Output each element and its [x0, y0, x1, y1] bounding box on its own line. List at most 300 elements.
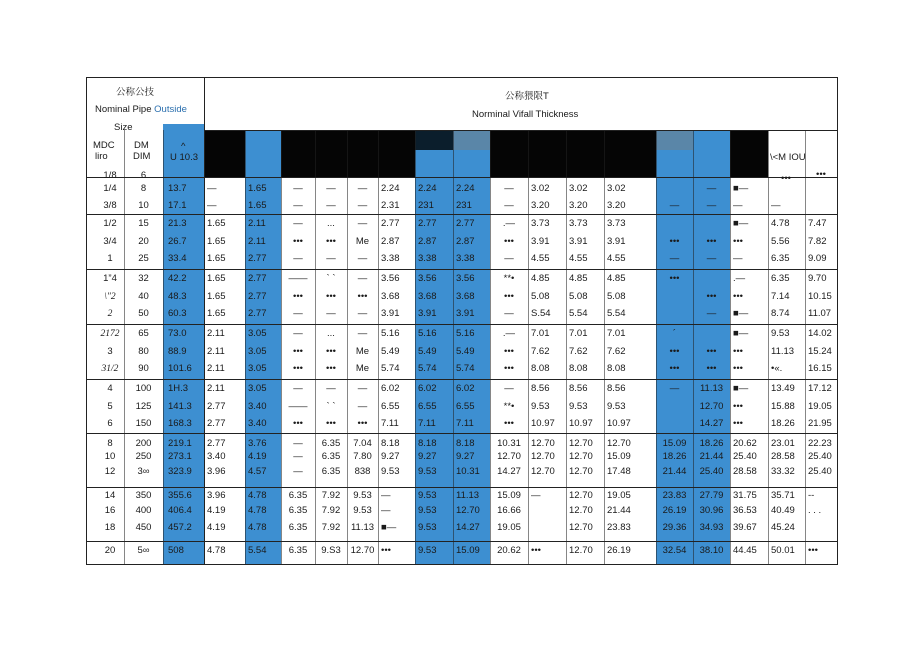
thickness-cell: 2.77 [248, 291, 267, 302]
thickness-cell: ••• [669, 236, 680, 247]
thickness-cell: 7.47 [808, 218, 827, 229]
dn-cell: 3∞ [137, 466, 150, 477]
header-black-band-4 [490, 130, 656, 177]
thickness-cell: 2.87 [381, 236, 400, 247]
thickness-cell: 6.35 [288, 522, 308, 533]
nps-cell: 2 [107, 309, 113, 319]
thickness-cell: 4.78 [248, 522, 267, 533]
thickness-cell: 2.77 [207, 438, 226, 449]
bottom-border [86, 564, 838, 565]
thickness-cell: ••• [293, 418, 303, 429]
thickness-cell: 9.53 [531, 401, 550, 412]
thickness-cell: — [706, 253, 717, 264]
header-dots-1: ••• [781, 173, 791, 184]
nps-cell: 6 [107, 418, 113, 429]
thickness-cell: 4.78 [771, 218, 790, 229]
thickness-cell: ••• [808, 545, 818, 556]
thickness-cell: 3.40 [207, 451, 226, 462]
thickness-cell: ... [327, 328, 335, 339]
thickness-cell: 1.65 [207, 218, 226, 229]
size-divider [204, 77, 205, 565]
nps-cell: 1/8 [103, 170, 117, 181]
size-cn-label: 公称公技 [116, 87, 155, 98]
thickness-cell: 2.77 [381, 218, 400, 229]
thickness-cell: •«. [771, 363, 783, 374]
thickness-cell: 9.53 [607, 401, 626, 412]
thickness-cell: ••• [733, 363, 743, 374]
thickness-cell: 12.70 [531, 438, 555, 449]
thickness-cell: 4.57 [248, 466, 267, 477]
thickness-cell: 9.53 [569, 401, 588, 412]
thickness-cell: — [293, 253, 303, 264]
thickness-cell: ••• [669, 346, 680, 357]
thickness-cell: — [357, 383, 368, 394]
thickness-cell: 12.70 [569, 545, 593, 556]
thickness-cell: 25.40 [733, 451, 757, 462]
dn-cell: 150 [135, 418, 152, 429]
thickness-cell: —— [288, 273, 308, 284]
thickness-cell: 19.05 [497, 522, 521, 533]
nps-cell: 12 [104, 466, 116, 477]
col-dm: DM [134, 140, 149, 151]
thickness-cell: 9.53 [353, 490, 372, 501]
thickness-cell: 18.26 [662, 451, 687, 462]
nps-cell: 3/8 [103, 200, 117, 211]
thickness-cell: 3.73 [569, 218, 588, 229]
thickness-cell: 8.08 [531, 363, 550, 374]
thickness-cell: — [293, 383, 303, 394]
thickness-cell: 9.09 [808, 253, 827, 264]
column-line [528, 130, 529, 564]
thickness-cell: ••• [733, 418, 743, 429]
thickness-cell: 25.40 [808, 466, 832, 477]
thickness-cell: 3.73 [607, 218, 626, 229]
thickness-cell: — [357, 253, 368, 264]
thickness-cell: 12.70 [607, 438, 631, 449]
thickness-cell: 3.05 [248, 346, 267, 357]
od-cell: 88.9 [168, 346, 187, 357]
thickness-cell: ■— [733, 183, 749, 194]
nps-cell: 14 [104, 490, 116, 501]
thickness-cell: 8.18 [381, 438, 400, 449]
column-line [566, 130, 567, 564]
thickness-cell: 8.18 [456, 438, 475, 449]
thickness-cell: 3.96 [207, 490, 226, 501]
dn-cell: 400 [135, 505, 152, 516]
thickness-cell: 15.24 [808, 346, 832, 357]
thickness-cell: 6.35 [771, 273, 790, 284]
size-en-a: Nominal Pipe [95, 104, 155, 115]
thickness-cell: 7.11 [418, 418, 436, 429]
thickness-cell: 2.87 [418, 236, 437, 247]
column-line [768, 130, 769, 564]
thickness-cell: 3.91 [569, 236, 588, 247]
thickness-cell: 6.35 [288, 505, 308, 516]
thickness-cell: 6.35 [321, 438, 341, 449]
thickness-cell: 25.40 [808, 451, 832, 462]
dn-cell: 80 [138, 346, 149, 357]
header-grey-block-2 [656, 130, 693, 150]
thickness-cell: 36.53 [733, 505, 757, 516]
column-line [415, 130, 416, 564]
nps-cell: 18 [104, 522, 116, 533]
thickness-cell: S.54 [531, 308, 551, 319]
thickness-cell: 4.19 [248, 451, 267, 462]
thickness-cell: 3.38 [381, 253, 400, 264]
thickness-cell: 15.09 [456, 545, 480, 556]
thickness-cell: 34.93 [699, 522, 724, 533]
thickness-cell: 9.70 [808, 273, 827, 284]
thickness-cell: 9.53 [353, 505, 372, 516]
group-sep-4 [86, 379, 838, 380]
thickness-cell: 5.49 [381, 346, 400, 357]
size-en-label [95, 104, 187, 116]
thickness-cell: — [504, 383, 514, 394]
nps-cell: 3/4 [103, 236, 117, 247]
thickness-cell: 11.13 [350, 522, 375, 533]
thickness-cell: 5.16 [381, 328, 400, 339]
thickness-cell: 12.70 [569, 451, 593, 462]
thickness-cell: 3.05 [248, 328, 267, 339]
thickness-cell: 23.83 [662, 490, 687, 501]
thickness-cell: 7.01 [607, 328, 626, 339]
column-line [378, 130, 379, 564]
nps-cell: 10 [104, 451, 116, 462]
od-cell: 60.3 [168, 308, 187, 319]
thickness-cell: 15.09 [662, 438, 687, 449]
dn-cell: 40 [138, 291, 149, 302]
od-cell: 168.3 [168, 418, 192, 429]
thickness-cell: ••• [706, 236, 717, 247]
thickness-cell: 3.91 [531, 236, 550, 247]
column-line [604, 130, 605, 564]
thickness-cell: . . . [808, 505, 822, 516]
thickness-cell: 9.53 [418, 522, 437, 533]
thickness-cell: 8.08 [607, 363, 626, 374]
group-sep-5 [86, 433, 838, 434]
thickness-cell: 7.62 [569, 346, 588, 357]
thickness-cell: 3.05 [248, 363, 267, 374]
subheader-separator [86, 177, 838, 178]
thickness-cell: ■— [381, 522, 397, 533]
thickness-cell: ••• [357, 418, 368, 429]
thickness-cell: 12.70 [569, 522, 593, 533]
thickness-cell: 2.77 [418, 218, 437, 229]
thickness-cell: —— [288, 401, 308, 412]
thickness-cell: 19.05 [808, 401, 832, 412]
thickness-cell: 4.55 [607, 253, 626, 264]
od-cell: 26.7 [168, 236, 187, 247]
thickness-cell: 5.08 [531, 291, 550, 302]
thickness-cell: ••• [293, 363, 303, 374]
nps-cell: 3 [107, 346, 113, 357]
thickness-cell: 7.04 [353, 438, 372, 449]
size-word-label: Size [114, 122, 133, 133]
left-border [86, 77, 87, 565]
thickness-cell: ■— [733, 328, 749, 339]
thickness-cell: 9.27 [418, 451, 437, 462]
thickness-cell: — [381, 505, 391, 516]
thickness-cell: 3.20 [531, 200, 550, 211]
thickness-cell: 23.01 [771, 438, 795, 449]
thickness-cell: 231 [418, 200, 434, 211]
thickness-cell: 7.80 [353, 451, 372, 462]
od-cell: 273.1 [168, 451, 192, 462]
thickness-cell: — [504, 183, 514, 194]
thickness-cell: — [357, 328, 368, 339]
col-mdc: MDC [93, 140, 115, 151]
thickness-cell: — [733, 200, 743, 211]
thickness-cell: 26.19 [607, 545, 631, 556]
col-dim: DIM [133, 151, 151, 162]
thickness-cell: 4.19 [207, 505, 226, 516]
thickness-cell: 16.66 [497, 505, 521, 516]
thickness-cell: 9.S3 [321, 545, 341, 556]
thickness-cell: 7.92 [321, 505, 341, 516]
thickness-cell: 6.02 [456, 383, 475, 394]
thickness-cell: 12.70 [456, 505, 480, 516]
od-cell: 21.3 [168, 218, 187, 229]
od-cell: 101.6 [168, 363, 192, 374]
thickness-cell: ••• [381, 545, 391, 556]
header-separator [204, 130, 838, 131]
nps-cell: 8 [107, 438, 113, 449]
group-sep-6 [86, 487, 838, 488]
thickness-cell: 16.15 [808, 363, 832, 374]
dn-cell: 200 [135, 438, 152, 449]
thickness-cell: — [207, 200, 217, 211]
thickness-cell: Me [355, 236, 370, 247]
thickness-cell: 5.54 [569, 308, 588, 319]
thickness-cell: — [326, 183, 336, 194]
dn-cell: 5∞ [137, 545, 150, 556]
thickness-cell: 11.13 [771, 346, 795, 357]
thickness-cell: 3.56 [418, 273, 437, 284]
column-line [245, 130, 246, 564]
thickness-cell: 9.53 [418, 545, 437, 556]
thickness-cell: 4.85 [531, 273, 550, 284]
thickness-cell: 3.73 [531, 218, 550, 229]
od-cell: 323.9 [168, 466, 192, 477]
od-cell: 13.7 [168, 183, 187, 194]
thickness-cell: — [293, 200, 303, 211]
thickness-cell: 26.19 [662, 505, 687, 516]
thickness-cell: 21.95 [808, 418, 832, 429]
thickness-cell: 3.38 [418, 253, 437, 264]
thickness-cell: 2.24 [381, 183, 400, 194]
nps-cell: 1”4 [103, 273, 117, 284]
thickness-cell: 7.92 [321, 490, 341, 501]
group-sep-3 [86, 324, 838, 325]
thickness-cell: 3.91 [607, 236, 626, 247]
thickness-cell: — [326, 200, 336, 211]
thickness-cell: 9.53 [418, 490, 437, 501]
thickness-cell: 5.74 [418, 363, 437, 374]
thickness-cell: — [669, 200, 680, 211]
thickness-cell: 3.02 [569, 183, 588, 194]
group-sep-7 [86, 541, 838, 542]
col-liro: liro [95, 151, 108, 162]
thickness-cell: 4.55 [531, 253, 550, 264]
thickness-cell: 15.09 [607, 451, 631, 462]
thickness-cell: **• [503, 401, 515, 412]
thickness-cell: 9.53 [418, 466, 437, 477]
thickness-cell: 14.27 [497, 466, 521, 477]
dn-cell: 25 [138, 253, 149, 264]
thickness-cell: 21.44 [607, 505, 631, 516]
thickness-cell: 11.13 [456, 490, 480, 501]
thickness-cell: 10.97 [607, 418, 631, 429]
dn-cell: 450 [135, 522, 152, 533]
od-cell: 406.4 [168, 505, 192, 516]
dn-cell: 50 [138, 308, 149, 319]
thickness-cell: 5.54 [607, 308, 626, 319]
dn-cell: 250 [135, 451, 152, 462]
thickness-cell: 8.56 [531, 383, 550, 394]
thickness-cell: 1.65 [207, 253, 226, 264]
thickness-cell: 3.40 [248, 418, 267, 429]
thickness-cell: 6.35 [288, 490, 308, 501]
thickness-cell: 39.67 [733, 522, 757, 533]
thickness-cell: 1.65 [207, 291, 226, 302]
nps-cell: 20 [104, 545, 116, 556]
dn-cell: 350 [135, 490, 152, 501]
thickness-cell: — [326, 308, 336, 319]
thickness-cell: 7.62 [607, 346, 626, 357]
thickness-cell: 11.13 [699, 383, 724, 394]
column-line [805, 130, 806, 564]
col-od: U 10.3 [170, 152, 198, 163]
thickness-cell: 3.76 [248, 438, 267, 449]
dn-cell: 10 [138, 200, 149, 211]
thickness-cell: ••• [706, 291, 717, 302]
thickness-cell: ••• [669, 363, 680, 374]
thickness-cell: 2.77 [456, 218, 475, 229]
dn-cell: 100 [135, 383, 152, 394]
thickness-cell: — [357, 200, 368, 211]
thickness-cell: 2.11 [207, 383, 225, 394]
thickness-cell: .— [502, 328, 516, 339]
thickness-cell: ■— [733, 308, 749, 319]
thickness-cell: 18.26 [771, 418, 795, 429]
thickness-cell: 1.65 [248, 183, 267, 194]
thickness-cell: 5.56 [771, 236, 790, 247]
thickness-cell: 2.24 [418, 183, 437, 194]
thickness-cell: ••• [326, 346, 336, 357]
thickness-cell: 231 [456, 200, 472, 211]
thickness-cell: — [531, 490, 541, 501]
thickness-cell: 5.54 [248, 545, 267, 556]
thickness-cell: 12.70 [699, 401, 724, 412]
thickness-cell: 7.92 [321, 522, 341, 533]
od-cell: 355.6 [168, 490, 192, 501]
thickness-cell: 10.31 [497, 438, 521, 449]
thickness-cell: 1.65 [207, 308, 226, 319]
thickness-cell: 6.02 [381, 383, 400, 394]
nps-cell: 1 [107, 253, 113, 264]
thickness-cell: 3.96 [207, 466, 226, 477]
dn-cell: 65 [138, 328, 149, 339]
thickness-cell: ••• [733, 236, 743, 247]
thickness-cell: ••• [706, 363, 717, 374]
thickness-cell: 6.55 [418, 401, 437, 412]
thickness-cell: 838 [354, 466, 371, 477]
thickness-cell: 7.62 [531, 346, 550, 357]
thickness-cell: 3.91 [456, 308, 475, 319]
thickness-cell: ••• [293, 291, 303, 302]
thickness-cell: Me [355, 363, 370, 374]
thickness-cell: ••• [504, 346, 514, 357]
thickness-cell: — [293, 183, 303, 194]
thickness-cell: 3.68 [381, 291, 400, 302]
thickness-cell: ••• [504, 363, 514, 374]
thickness-cell: 25.40 [699, 466, 724, 477]
thickness-cell: — [293, 328, 303, 339]
thickness-cell: 18.26 [699, 438, 724, 449]
thickness-cell: 13.49 [771, 383, 795, 394]
thickness-cell: 8.18 [418, 438, 437, 449]
thickness-cell: 17.12 [808, 383, 832, 394]
thickness-cell: 4.78 [207, 545, 226, 556]
thickness-cell: 12.70 [531, 466, 555, 477]
size-en-b: Outside [154, 104, 187, 115]
thickness-cell: 15.88 [771, 401, 795, 412]
thickness-cell: 2.11 [248, 218, 266, 229]
column-line [730, 130, 731, 564]
thickness-cell: — [706, 308, 717, 319]
thickness-cell: — [504, 253, 514, 264]
thickness-cell: ■— [733, 383, 749, 394]
thickness-cell: 5.16 [456, 328, 475, 339]
thickness-cell: ••• [733, 291, 743, 302]
od-cell: 33.4 [168, 253, 187, 264]
nps-cell: 5 [107, 401, 113, 412]
thickness-cell: 5.08 [607, 291, 626, 302]
header-grey-block [453, 130, 490, 150]
thickness-cell: — [326, 253, 336, 264]
thickness-cell: — [771, 200, 781, 211]
thickness-cell: ••• [326, 236, 336, 247]
thickness-cell: 8.08 [569, 363, 588, 374]
header-dots-2: ••• [816, 169, 826, 180]
thickness-cell: 2.11 [207, 328, 225, 339]
thickness-cell: — [381, 490, 391, 501]
thickness-cell: 5.49 [418, 346, 437, 357]
thickness-cell: 2.24 [456, 183, 475, 194]
thickness-cell: ••• [504, 236, 514, 247]
od-cell: 457.2 [168, 522, 192, 533]
thickness-cell: 30.96 [699, 505, 724, 516]
thickness-cell: ■— [733, 218, 749, 229]
thickness-cell: 5.74 [456, 363, 475, 374]
thickness-cell: 32.54 [662, 545, 687, 556]
thickness-cell: 14.27 [699, 418, 724, 429]
thickness-cell: 50.01 [771, 545, 795, 556]
od-cell: 48.3 [168, 291, 187, 302]
thickness-cell: — [706, 183, 717, 194]
thickness-cell: ••• [733, 401, 743, 412]
thickness-cell: 2.87 [456, 236, 475, 247]
od-cell: 141.3 [168, 401, 192, 412]
nps-cell: \"2 [104, 292, 116, 302]
group-sep-1 [86, 214, 838, 215]
thickness-cell: 5.16 [418, 328, 437, 339]
thickness-cell: 7.82 [808, 236, 827, 247]
thickness-cell: 9.53 [771, 328, 790, 339]
col-xm: \<M IOU [770, 152, 806, 163]
right-border [837, 77, 838, 565]
thickness-cell: 3.20 [569, 200, 588, 211]
